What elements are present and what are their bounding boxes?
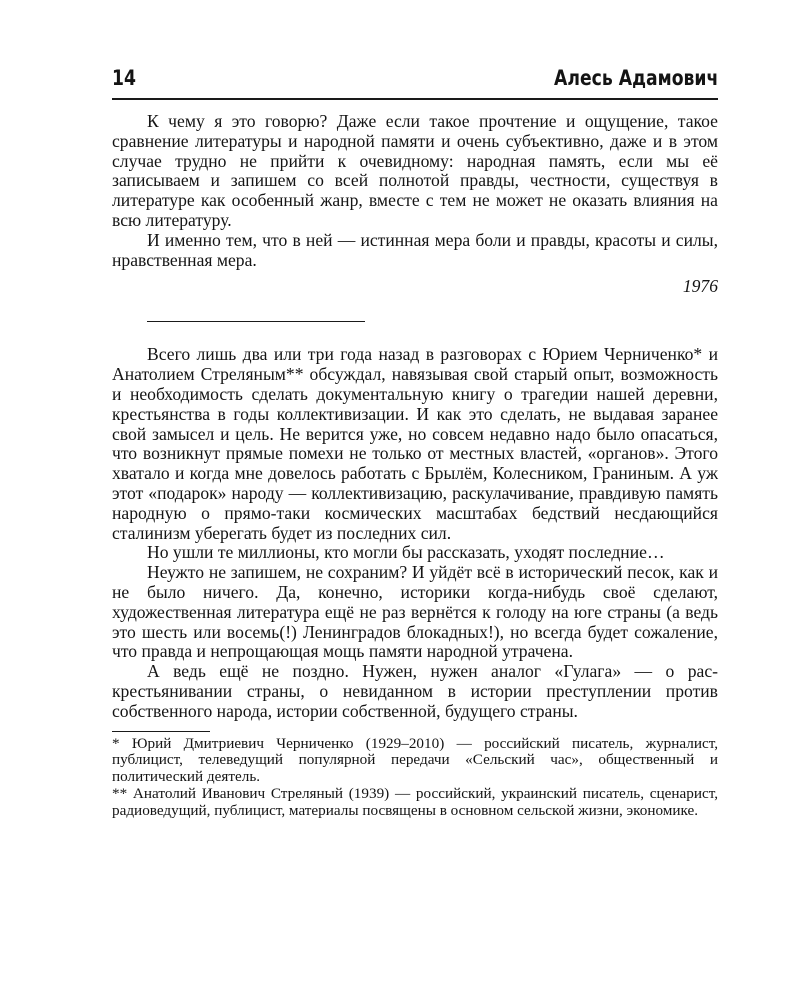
body-paragraph: А ведь ещё не поздно. Нужен, нужен аналог «Гулага» — о раскрестьянивании страны, о невиданном в истории преступлении против собственного народа, истории собственной, будущего страны. [112,661,718,721]
book-page [112,64,718,820]
body-paragraph: Всего лишь два или три года назад в разговорах с Юрием Черниченко* и Анатолием Стреляным** обсуждал, навязывая свой старый опыт, возможность и необходимость сделать документальную книгу о трагедии нашей деревни, крестьянства в годы коллективизации. И как это сделать, не выдавая заранее свой замысел и цель. Не верится уже, но совсем недавно надо было опасаться, что возникнут прямые помехи не только от местных властей, «органов». Этого хватало и когда мне довелось работать с Брылём, Колесником, Граниным. А уж этот «подарок» народу — коллективизацию, раскулачивание, правдивую память народную о прямо-таки космических масштабах бедствий несдающийся сталинизм уберегать будет из последних сил. [112,344,718,543]
essay-date: 1976 [682,276,718,297]
new-essay-section [112,345,718,721]
body-paragraph: Неужто не запишем, не сохраним? И уйдёт всё в исторический песок, как и не было ничего. Да, конечно, историки когда-нибудь своё сделают, художественная литература ещё не раз вернётся к голоду на юге страны (а ведь это шесть или восемь(!) Ленинградов блокадных!), но всегда будет сожаление, что правда и непрощающая мощь памяти народной утрачена. [112,562,718,662]
footnotes [112,736,718,820]
footnote: ** Анатолий Иванович Стреляный (1939) — российский, украинский писатель, сценарист, радиоведущий, публицист, материалы посвящены в основном сельской жизни, экономике. [112,784,718,819]
footnote-divider [112,731,210,732]
body-paragraph: К чему я это говорю? Даже если такое прочтение и ощущение, такое сравнение литературы и народной памяти и очень субъективно, даже и в этом случае трудно не прийти к очевидному: народная память, если мы её записываем и запишем со всей полнотой правды, честности, существуя в литературе как особенный жанр, вместе с тем не может не оказать влияния на всю литературу. [112,111,718,230]
running-header [112,64,718,100]
body-paragraph: Но ушли те миллионы, кто могли бы рассказать, уходят последние… [147,542,665,563]
running-title-author: Алесь Адамович [553,66,718,90]
footnote: * Юрий Дмитриевич Черниченко (1929–2010) — российский писатель, журналист, публицист, телеведущий популярной передачи «Сельский час», общественный и политический деятель. [112,734,718,786]
essay-ending-section [112,112,718,296]
section-divider [147,321,365,322]
page-number: 14 [112,66,136,90]
body-paragraph: И именно тем, что в ней — истинная мера боли и правды, красоты и силы, нравственная мера. [112,229,718,270]
